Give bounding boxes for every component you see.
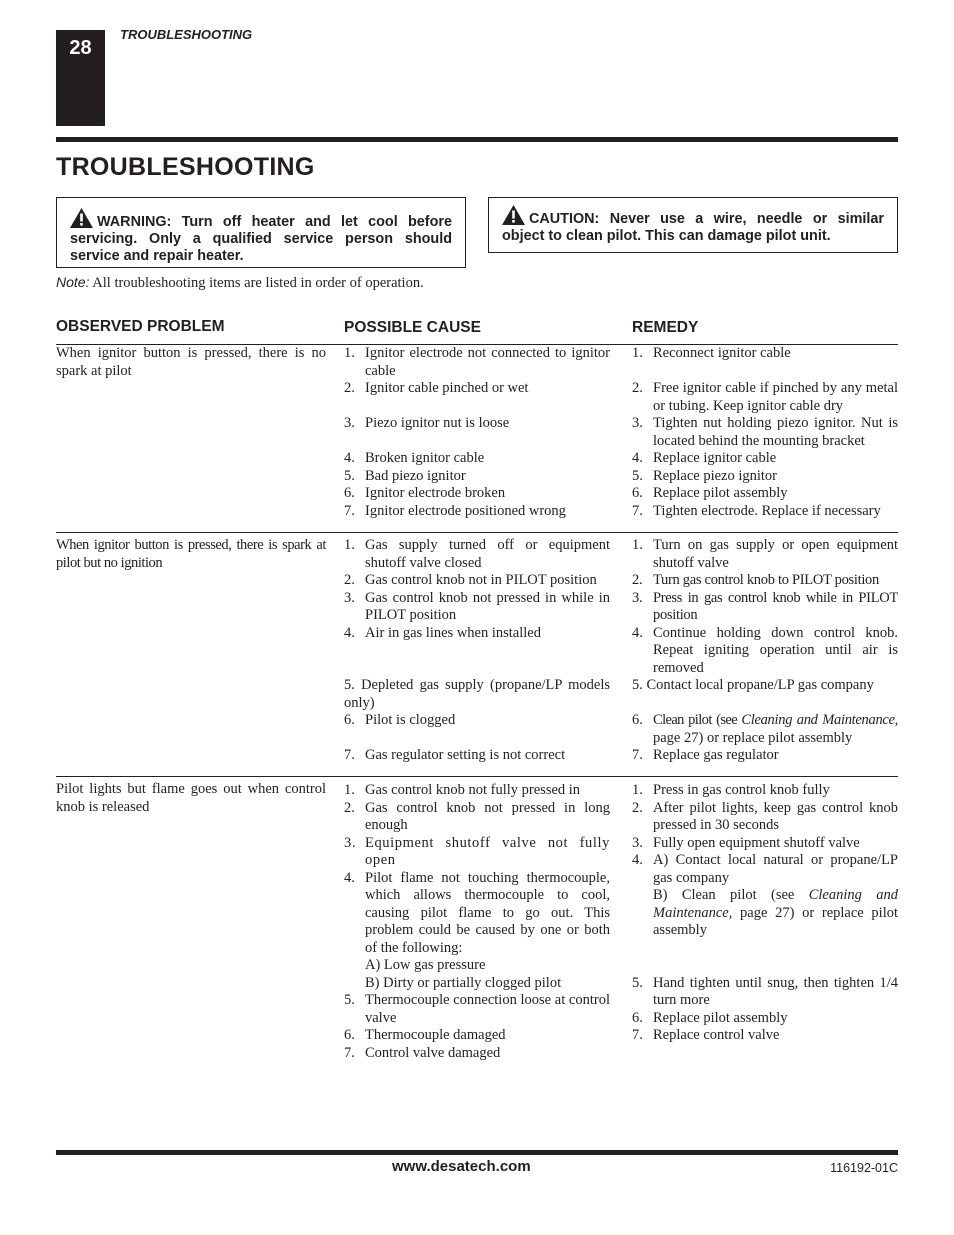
list-item: 2. Turn gas control knob to PILOT position [632, 572, 879, 588]
document-code: 116192-01C [830, 1161, 898, 1175]
list-item: 6. Pilot is clogged [344, 712, 456, 728]
list-item: 4. Air in gas lines when installed [344, 624, 541, 641]
list-item: 7. Ignitor electrode positioned wrong [344, 502, 566, 519]
website-link[interactable]: www.desatech.com [392, 1158, 531, 1175]
list-item: 6. Replace pilot assembly [632, 485, 788, 501]
page-number-tab [56, 30, 105, 126]
list-item: 3. Tighten nut holding piezo ignitor. Nut is located behind the mounting bracket [632, 415, 898, 449]
header-divider [56, 137, 898, 142]
observed-problem: When ignitor button is pressed, there is no spark at pilot [56, 345, 326, 379]
column-header-remedy: REMEDY [632, 319, 699, 336]
list-item: 7. Replace gas regulator [632, 747, 779, 763]
list-item: 2. Ignitor cable pinched or wet [344, 380, 529, 396]
list-item: 5. Bad piezo ignitor [344, 467, 466, 484]
table-divider [56, 532, 898, 533]
list-item: 1. Gas control knob not fully pressed in [344, 782, 581, 798]
list-item: 7. Control valve damaged [344, 1044, 501, 1061]
list-item: 3. Gas control knob not pressed in while in PILOT position [344, 589, 610, 623]
list-item: 4. Replace ignitor cable [632, 450, 777, 466]
warning-triangle-icon [70, 208, 93, 228]
column-header-observed-problem: OBSERVED PROBLEM [56, 318, 225, 335]
list-item: 6. Replace pilot assembly [632, 1009, 788, 1026]
list-item: 1. Ignitor electrode not connected to ignitor cable [344, 345, 610, 379]
list-item: 5. Replace piezo ignitor [632, 467, 778, 484]
list-item: 5. Depleted gas supply (propane/LP models only) [344, 677, 611, 711]
caution-box [488, 197, 898, 253]
list-item: 7. Gas regulator setting is not correct [344, 747, 566, 763]
list-item: 1. Press in gas control knob fully [632, 782, 830, 798]
list-item: 2. After pilot lights, keep gas control knob pressed in 30 seconds [632, 799, 898, 833]
column-header-possible-cause: POSSIBLE CAUSE [344, 319, 481, 336]
warning-triangle-icon [502, 205, 525, 225]
page-number: 28 [69, 37, 92, 59]
list-item: 6. Thermocouple damaged [344, 1027, 506, 1043]
list-item: 2. Free ignitor cable if pinched by any metal or tubing. Keep ignitor cable dry [632, 380, 898, 414]
list-item: 3. Equipment shutoff valve not fully open [344, 834, 610, 868]
list-item: 3. Fully open equipment shutoff valve [632, 834, 860, 851]
running-header: TROUBLESHOOTING [120, 27, 253, 42]
list-item: 2. Gas control knob not in PILOT position [344, 572, 597, 588]
list-item: 2. Gas control knob not pressed in long enough [344, 799, 610, 833]
note-label: Note: [56, 274, 90, 290]
warning-box [56, 197, 466, 268]
list-item: 1. Reconnect ignitor cable [632, 345, 791, 361]
page-title: TROUBLESHOOTING [56, 153, 315, 181]
list-item: 4. Broken ignitor cable [344, 450, 485, 466]
list-item: 5. Thermocouple connection loose at control valve [344, 992, 610, 1026]
list-item: 7. Replace control valve [632, 1027, 780, 1043]
warning-text: WARNING: Turn off heater and let cool before servicing. Only a qualified service person should service and repair heater. [70, 214, 452, 264]
list-item: 5. Hand tighten until snug, then tighten 1/4 turn more [632, 974, 898, 1008]
caution-text: CAUTION: Never use a wire, needle or similar object to clean pilot. This can damage pilot unit. [502, 211, 884, 244]
list-item: 1. Gas supply turned off or equipment shutoff valve closed [344, 537, 610, 571]
note-text: All troubleshooting items are listed in order of operation. [92, 275, 424, 291]
observed-problem: When ignitor button is pressed, there is spark at pilot but no ignition [56, 537, 326, 571]
list-item: 4. Continue holding down control knob. Repeat igniting operation until air is removed [632, 624, 898, 676]
list-item: 7. Tighten electrode. Replace if necessary [632, 502, 881, 519]
footer-divider [56, 1150, 898, 1155]
list-item: 6. Ignitor electrode broken [344, 485, 506, 501]
observed-problem: Pilot lights but flame goes out when control knob is released [56, 781, 326, 815]
list-item: 4. Pilot flame not touching thermocouple, which allows thermocouple to cool, causing pilot flame to go out. This problem could be caused by one or both of the following: A) Low gas pressure B) Dirty or partially clogged pilot [344, 869, 610, 991]
list-item: 4. A) Contact local natural or propane/LP gas company B) Clean pilot (see Cleaning and Maintenance, page 27) or replace pilot assembly [632, 852, 898, 938]
list-item: 3. Piezo ignitor nut is loose [344, 415, 510, 431]
note [56, 274, 424, 292]
list-item: 3. Press in gas control knob while in PILOT position [632, 589, 898, 623]
list-item: 5. Contact local propane/LP gas company [632, 677, 874, 693]
table-divider [56, 776, 898, 777]
list-item: 6. Clean pilot (see Cleaning and Maintenance, page 27) or replace pilot assembly [632, 712, 898, 746]
list-item: 1. Turn on gas supply or open equipment shutoff valve [632, 537, 898, 571]
